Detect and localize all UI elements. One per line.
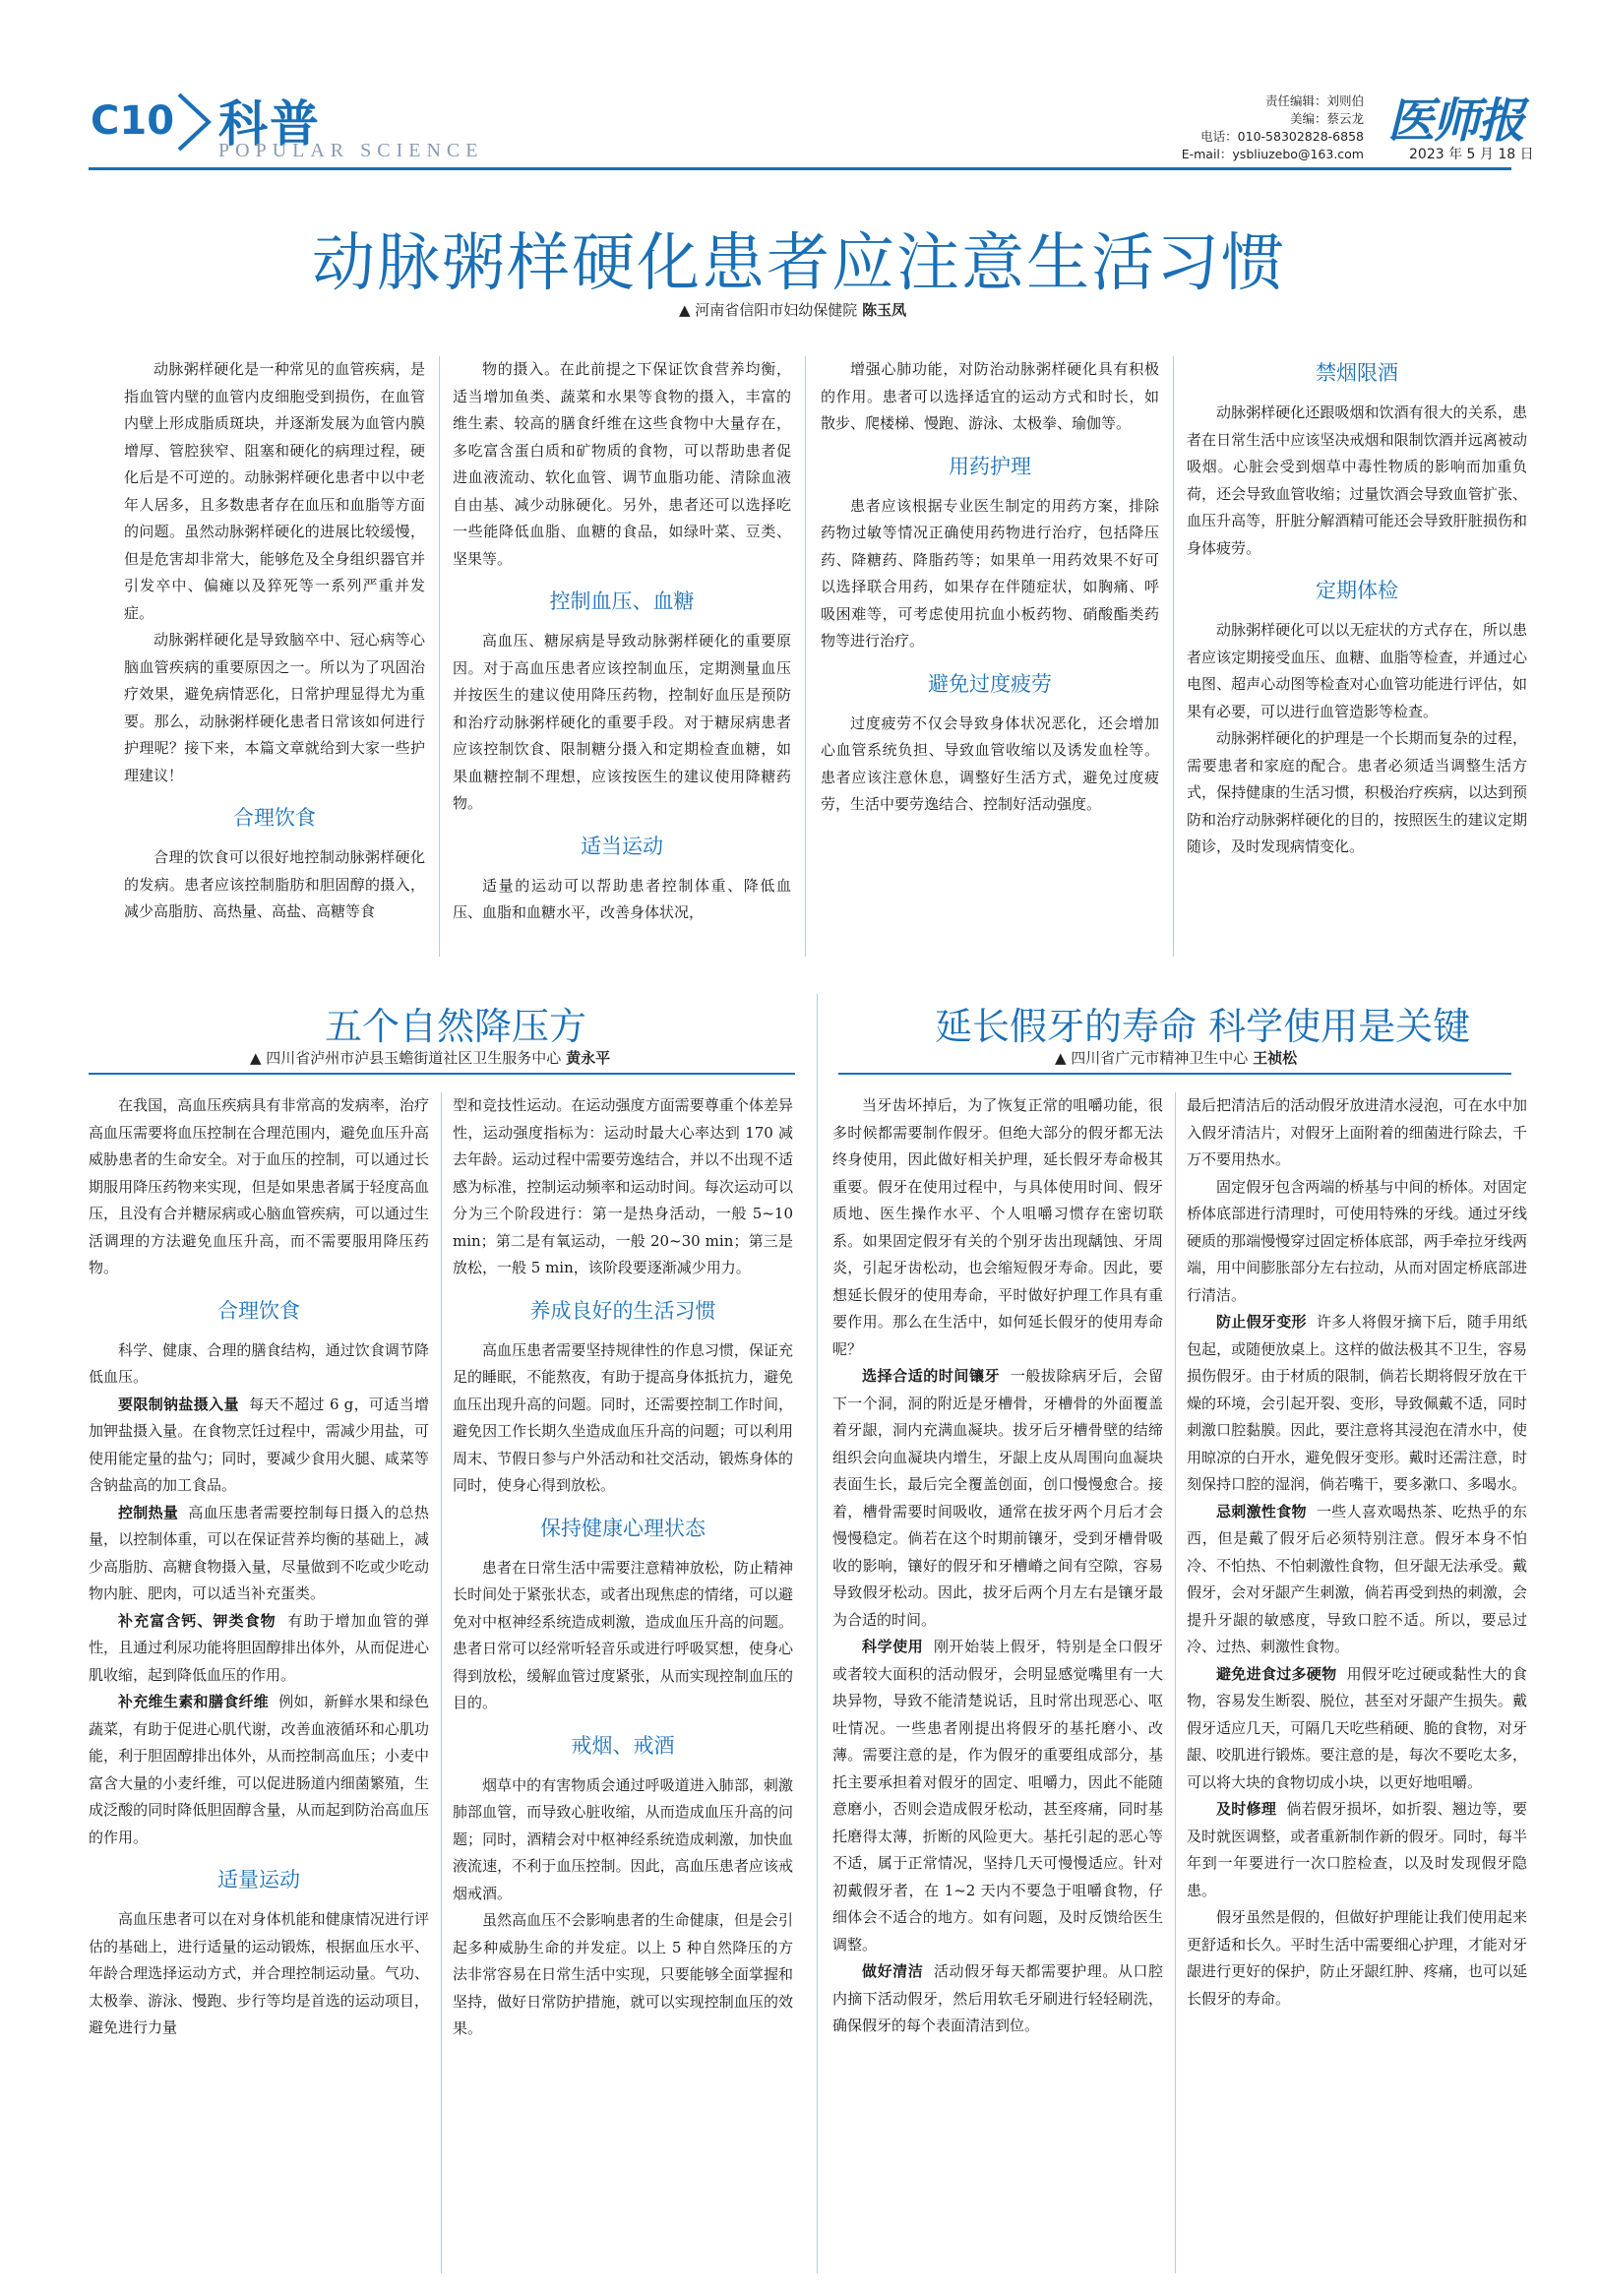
- subheading: 戒烟、戒酒: [571, 1733, 675, 1758]
- paragraph: 患者应该根据专业医生制定的用药方案，排除药物过敏等情况正确使用药物进行治疗，包括降压药、降糖药、降脂药等；如果单一用药效果不好可以选择联合用药，如果存在伴随症状，如胸痛、呼吸困难等，可考虑使用抗血小板药物、硝酸酯类药物等进行治疗。: [821, 496, 1159, 650]
- subheading: 保持健康心理状态: [540, 1516, 706, 1540]
- newspaper-logo: 医师报: [1387, 93, 1524, 149]
- paragraph-text: 有助于增加血管的弹性，且通过利尿功能将胆固醇排出体外，从而促进心肌收缩，起到降低血压的作用。: [89, 1611, 429, 1684]
- bold-lead: 补充维生素和膳食纤维: [118, 1693, 270, 1710]
- page-number: C10: [91, 98, 175, 144]
- paragraph: 动脉粥样硬化是导致脑卒中、冠心病等心脑血管疾病的重要原因之一。所以为了巩固治疗效果，避免病情恶化，日常护理显得尤为重要。那么，动脉粥样硬化患者日常该如何进行护理呢？接下来，本篇文章就给到大家一些护理建议！: [124, 631, 425, 784]
- subheading: 适量运动: [217, 1868, 300, 1892]
- subheading: 合理饮食: [217, 1298, 300, 1323]
- paragraph: 动脉粥样硬化可以以无症状的方式存在，所以患者应该定期接受血压、血糖、血脂等检查，并通过心电图、超声心动图等检查对心血管功能进行评估，如果有必要，可以进行血管造影等检查。: [1187, 621, 1527, 720]
- paragraph: 科学、健康、合理的膳食结构，通过饮食调节降低血压。: [89, 1340, 429, 1386]
- subheading: 定期体检: [1316, 579, 1398, 602]
- subheading: 避免过度疲劳: [928, 671, 1052, 696]
- article3-col2: [1187, 1092, 1527, 2273]
- bold-lead: 做好清洁: [862, 1962, 924, 1980]
- article2-col2: [453, 1092, 793, 2273]
- phone: 电话：010-58302828-6858: [1200, 129, 1364, 144]
- column-divider: [441, 1092, 442, 2273]
- article2-col1: [89, 1092, 429, 2273]
- article3-byline: [1055, 1047, 1297, 1068]
- paragraph-text: 刚开始装上假牙，特别是全口假牙或者较大面积的活动假牙，会明显感觉嘴里有一大块异物，导致不能清楚说话，且时常出现恶心、呕吐情况。一些患者刚提出将假牙的基托磨小、改薄。需要注意的是，作为假牙的重要组成部分，基托主要承担着对假牙的固定、咀嚼力，因此不能随意磨小，否则会造成假牙松动，甚至疼痛，同时基托磨得太薄，折断的风险更大。基托引起的恶心等不适，属于正常情况，坚持几天可慢慢适应。针对初戴假牙者，在 1~2 天内不要急于咀嚼食物，仔细体会不适合的地方。如有问题，及时反馈给医生调整。: [832, 1638, 1163, 1954]
- bold-lead: 避免进食过多硬物: [1216, 1664, 1337, 1683]
- column-divider: [1173, 356, 1174, 957]
- column-divider: [805, 356, 806, 957]
- subheading: 合理饮食: [233, 806, 316, 830]
- paragraph: 高血压、糖尿病是导致动脉粥样硬化的重要原因。对于高血压患者应该控制血压，定期测量血压并按医生的建议使用降压药物，控制好血压是预防和治疗动脉粥样硬化的重要手段。对于糖尿病患者应该控制饮食、限制糖分摄入和定期检查血糖，如果血糖控制不理想，应该按医生的建议使用降糖药物。: [453, 632, 791, 812]
- subheading: 控制血压、血糖: [549, 590, 695, 613]
- paragraph-text: 例如，新鲜水果和绿色蔬菜，有助于促进心肌代谢，改善血液循环和心肌功能，利于胆固醇排出体外，从而控制高血压；小麦中富含大量的小麦纤维，可以促进肠道内细菌繁殖，生成泛酸的同时降低胆固醇含量，从而起到防治高血压的作用。: [89, 1693, 429, 1846]
- bold-lead: 防止假牙变形: [1216, 1313, 1307, 1331]
- section-title-en: POPULAR SCIENCE: [218, 140, 484, 161]
- chevron-right-icon: [173, 91, 216, 154]
- article2-rule: [89, 1073, 795, 1075]
- bold-lead: 科学使用: [862, 1638, 924, 1655]
- byline-author: 王祯松: [1253, 1049, 1298, 1067]
- article1-title: 动脉粥样硬化患者应注意生活习惯: [312, 227, 1286, 300]
- paragraph: 在我国，高血压疾病具有非常高的发病率，治疗高血压需要将血压控制在合理范围内，避免血压升高威胁患者的生命安全。对于血压的控制，可以通过长期服用降压药物来实现，但是如果患者属于轻度高血压，且没有合并糖尿病或心脑血管疾病，可以通过生活调理的方法避免血压升高，而不需要服用降压药物。: [89, 1096, 429, 1276]
- paragraph: 过度疲劳不仅会导致身体状况恶化，还会增加心血管系统负担、导致血管收缩以及诱发血栓等。患者应该注意休息，调整好生活方式，避免过度疲劳，生活中要劳逸结合、控制好活动强度。: [821, 714, 1159, 813]
- paragraph: 高血压患者可以在对身体机能和健康情况进行评估的基础上，进行适量的运动锻炼，根据血压水平、年龄合理选择运动方式，并合理控制运动量。气功、太极拳、游泳、慢跑、步行等均是首选的运动项目，避免进行力量: [89, 1910, 429, 2036]
- paragraph: 适量的运动可以帮助患者控制体重、降低血压、血脂和血糖水平，改善身体状况，: [453, 876, 791, 921]
- bold-lead: 补充富含钙、钾类食物: [118, 1611, 277, 1630]
- paragraph: 假牙虽然是假的，但做好护理能让我们使用起来更舒适和长久。平时生活中需要细心护理，才能对牙龈进行更好的保护，防止牙龈红肿、疼痛，也可以延长假牙的寿命。: [1187, 1908, 1527, 2008]
- column-divider: [1175, 1092, 1176, 2273]
- bold-lead: 选择合适的时间镶牙: [862, 1367, 1001, 1385]
- article1-col4: [1187, 356, 1527, 957]
- editor: 责任编辑：刘则伯: [1264, 93, 1364, 108]
- article2-title: 五个自然降压方: [325, 1005, 587, 1048]
- paragraph: 高血压患者需要坚持规律性的作息习惯，保证充足的睡眠，不能熬夜，有助于提高身体抵抗力，避免血压出现升高的问题。同时，还需要控制工作时间，避免因工作长期久坐造成血压升高的问题；可以利用周末、节假日参与户外活动和社交活动，锻炼身体的同时，使身心得到放松。: [453, 1340, 793, 1494]
- paragraph-text: 高血压患者需要控制每日摄入的总热量，以控制体重，可以在保证营养均衡的基础上，减少高脂肪、高糖食物摄入量，尽量做到不吃或少吃动物内脏、肥肉，可以适当补充蛋类。: [89, 1503, 429, 1602]
- bold-lead: 忌刺激性食物: [1216, 1502, 1307, 1520]
- bold-lead: 及时修理: [1216, 1800, 1277, 1818]
- paragraph: 合理的饮食可以很好地控制动脉粥样硬化的发病。患者应该控制脂肪和胆固醇的摄入，减少高脂肪、高热量、高盐、高糖等食: [124, 848, 425, 920]
- article3-col1: [832, 1092, 1163, 2273]
- article-divider: [817, 994, 818, 2273]
- subheading: 用药护理: [949, 454, 1031, 478]
- article3-rule: [838, 1073, 1511, 1075]
- article1-col1: [124, 356, 425, 957]
- paragraph: 最后把清洁后的活动假牙放进清水浸泡，可在水中加入假牙清洁片，对假牙上面附着的细菌进行除去，千万不要用热水。: [1187, 1096, 1527, 1168]
- paragraph: 患者在日常生活中需要注意精神放松，防止精神长时间处于紧张状态，或者出现焦虑的情绪，可以避免对中枢神经系统造成刺激，造成血压升高的问题。患者日常可以经常听轻音乐或进行呼吸冥想，使身心得到放松，缓解血管过度紧张，从而实现控制血压的目的。: [453, 1558, 793, 1711]
- article1-byline: [679, 299, 906, 320]
- subheading: 养成良好的生活习惯: [529, 1298, 716, 1323]
- paragraph: 型和竞技性运动。在运动强度方面需要尊重个体差异性，运动强度指标为：运动时最大心率达到 170 减去年龄。运动过程中需要劳逸结合，并以不出现不适感为标准，控制运动频率和运动时间。每次运动可以分为三个阶段进行：第一是热身活动，一般 5~10 min；第二是有氧运动，一般 20~30 min；第三是放松，一般 5 min，该阶段要逐渐减少用力。: [453, 1096, 793, 1276]
- subheading: 适当运动: [581, 834, 663, 858]
- article1-col3: [821, 356, 1159, 957]
- paragraph: 烟草中的有害物质会通过呼吸道进入肺部，刺激肺部血管，而导致心脏收缩，从而造成血压升高的问题；同时，酒精会对中枢神经系统造成刺激，加快血液流速，不利于血压控制。因此，高血压患者应该戒烟戒酒。: [453, 1775, 793, 1902]
- publish-date: 2023 年 5 月 18 日: [1409, 147, 1534, 162]
- byline-author: 黄永平: [566, 1049, 611, 1067]
- section-title: 科普: [218, 95, 321, 153]
- paragraph: 动脉粥样硬化的护理是一个长期而复杂的过程，需要患者和家庭的配合。患者必须适当调整生活方式，保持健康的生活习惯，积极治疗疾病，以达到预防和治疗动脉粥样硬化的目的，按照医生的建议定期随诊，及时发现病情变化。: [1187, 729, 1527, 855]
- article3-title: 延长假牙的寿命 科学使用是关键: [935, 1005, 1471, 1048]
- bold-lead: 控制热量: [118, 1503, 179, 1521]
- paragraph-text: 许多人将假牙摘下后，随手用纸包起，或随便放桌上。这样的做法极其不卫生，容易损伤假牙。由于材质的限制，倘若长期将假牙放在干燥的环境，会引起开裂、变形，导致佩戴不适，同时刺激口腔黏膜。因此，要注意将其浸泡在清水中，使用晾凉的白开水，避免假牙变形。戴时还需注意，时刻保持口腔的湿润，倘若嘴干，要多漱口、多喝水。: [1187, 1313, 1527, 1493]
- paragraph: 动脉粥样硬化还跟吸烟和饮酒有很大的关系，患者在日常生活中应该坚决戒烟和限制饮酒并远离被动吸烟。心脏会受到烟草中毒性物质的影响而加重负荷，还会导致血管收缩；过量饮酒会导致血管扩张、血压升高等，肝脏分解酒精可能还会导致肝脏损伤和身体疲劳。: [1187, 403, 1527, 557]
- byline-org: ▲ 河南省信阳市妇幼保健院: [679, 301, 858, 319]
- paragraph-text: 活动假牙每天都需要护理。从口腔内摘下活动假牙，然后用软毛牙刷进行轻轻刷洗，确保假牙的每个表面清洁到位。: [832, 1962, 1163, 2034]
- paragraph: 固定假牙包含两端的桥基与中间的桥体。对固定桥体底部进行清理时，可使用特殊的牙线。通过牙线硬质的那端慢慢穿过固定桥体底部，两手牵拉牙线两端，用中间膨胀部分左右拉动，从而对固定桥底部进行清洁。: [1187, 1177, 1527, 1304]
- paragraph-text: 一些人喜欢喝热茶、吃热乎的东西，但是戴了假牙后必须特别注意。假牙本身不怕冷、不怕热、不怕刺激性食物，但牙龈无法承受。戴假牙，会对牙龈产生刺激，倘若再受到热的刺激，会提升牙龈的敏感度，导致口腔不适。所以，要忌过冷、过热、刺激性食物。: [1187, 1502, 1527, 1655]
- paragraph-text: 每天不超过 6 g，可适当增加钾盐摄入量。在食物烹饪过程中，需减少用盐，可使用能定量的盐勺；同时，要减少食用火腿、咸菜等含钠盐高的加工食品。: [89, 1395, 429, 1494]
- paragraph: 增强心肺功能，对防治动脉粥样硬化具有积极的作用。患者可以选择适宜的运动方式和时长，如散步、爬楼梯、慢跑、游泳、太极拳、瑜伽等。: [821, 360, 1159, 432]
- paragraph: 虽然高血压不会影响患者的生命健康，但是会引起多种威胁生命的并发症。以上 5 种自然降压的方法非常容易在日常生活中实现，只要能够全面掌握和坚持，做好日常防护措施，就可以实现控制血压的效果。: [453, 1911, 793, 2037]
- email: E-mail：ysbliuzebo@163.com: [1181, 147, 1364, 161]
- article1-col2: [453, 356, 791, 957]
- byline-org: ▲ 四川省泸州市泸县玉蟾街道社区卫生服务中心: [250, 1049, 562, 1067]
- byline-author: 陈玉凤: [862, 301, 907, 319]
- designer: 美编：蔡云龙: [1289, 111, 1364, 126]
- paragraph: 动脉粥样硬化是一种常见的血管疾病，是指血管内壁的血管内皮细胞受到损伤，在血管内壁上形成脂质斑块，并逐渐发展为血管内膜增厚、管腔狭窄、阻塞和硬化的病理过程，硬化后是不可逆的。动脉粥样硬化患者中以中老年人居多，且多数患者存在血压和血脂等方面的问题。虽然动脉粥样硬化的进展比较缓慢，但是危害却非常大，能够危及全身组织器官并引发卒中、偏瘫以及猝死等一系列严重并发症。: [124, 360, 425, 622]
- paragraph-text: 一般拔除病牙后，会留下一个洞，洞的附近是牙槽骨，牙槽骨的外面覆盖着牙龈，洞内充满血凝块。拔牙后牙槽骨壁的结缔组织会向血凝块内增生，牙龈上皮从周围向血凝块表面生长，最后完全覆盖创面，创口慢慢愈合。接着，槽骨需要时间吸收，通常在拔牙两个月后才会慢慢稳定。倘若在这个时期前镶牙，受到牙槽骨吸收的影响，镶好的假牙和牙槽嵴之间有空隙，容易导致假牙松动。因此，拔牙后两个月左右是镶牙最为合适的时间。: [832, 1367, 1163, 1629]
- paragraph: 当牙齿坏掉后，为了恢复正常的咀嚼功能，很多时候都需要制作假牙。但绝大部分的假牙都无法终身使用，因此做好相关护理，延长假牙寿命极其重要。假牙在使用过程中，与具体使用时间、假牙质地、医生操作水平、个人咀嚼习惯存在密切联系。如果固定假牙有关的个别牙齿出现龋蚀、牙周炎，引起牙齿松动，也会缩短假牙寿命。因此，要想延长假牙的使用寿命，平时做好护理工作具有重要作用。那么在生活中，如何延长假牙的使用寿命呢？: [832, 1096, 1163, 1358]
- editorial-info: [1182, 93, 1364, 163]
- paragraph-text: 用假牙吃过硬或黏性大的食物，容易发生断裂、脱位，甚至对牙龈产生损失。戴假牙适应几天，可隔几天吃些稍硬、脆的食物，对牙龈、咬肌进行锻炼。要注意的是，每次不要吃太多，可以将大块的食物切成小块，以更好地咀嚼。: [1187, 1664, 1527, 1791]
- subheading: 禁烟限酒: [1316, 361, 1398, 385]
- column-divider: [439, 356, 440, 957]
- paragraph: 物的摄入。在此前提之下保证饮食营养均衡，适当增加鱼类、蔬菜和水果等食物的摄入，丰富的维生素、较高的膳食纤维在这些食物中大量存在，多吃富含蛋白质和矿物质的食物，可以帮助患者促进血液流动、软化血管、调节血脂功能、清除血液自由基、减少动脉硬化。另外，患者还可以选择吃一些能降低血脂、血糖的食品，如绿叶菜、豆类、坚果等。: [453, 360, 791, 568]
- article2-byline: [250, 1047, 610, 1068]
- bold-lead: 要限制钠盐摄入量: [118, 1395, 239, 1413]
- header-rule: [89, 167, 1511, 170]
- byline-org: ▲ 四川省广元市精神卫生中心: [1055, 1049, 1249, 1067]
- paragraph-text: 倘若假牙损坏，如折裂、翘边等，要及时就医调整，或者重新制作新的假牙。同时，每半年到一年要进行一次口腔检查，以及时发现假牙隐患。: [1187, 1800, 1527, 1899]
